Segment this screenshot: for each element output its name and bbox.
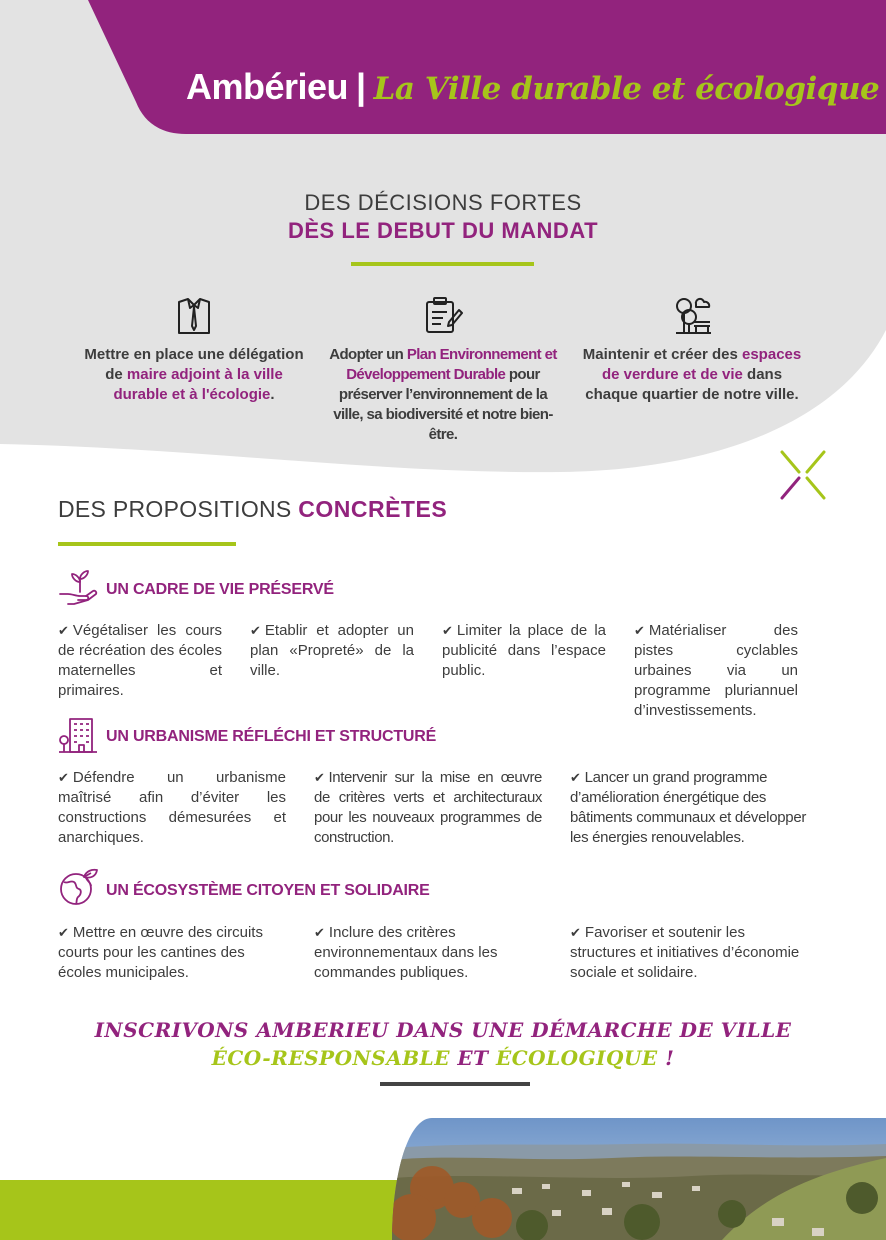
check-icon: ✔ [250,623,261,638]
list-item: ✔ Mettre en œuvre des circuits courts pour les cantines des écoles municipales. [58,924,263,981]
decision-highlight-2: Plan Environnement et Développement Durable [346,346,557,383]
check-icon: ✔ [58,925,69,940]
check-icon: ✔ [58,770,69,785]
section-heading-urbanisme: UN URBANISME RÉFLÉCHI ET STRUCTURÉ [106,728,437,745]
section-heading-cadre: UN CADRE DE VIE PRÉSERVÉ [106,581,334,598]
globe-leaf-icon [58,868,98,908]
check-icon: ✔ [570,770,581,785]
list-item: ✔ Lancer un grand programme d’amélioration énergétique des bâtiments communaux et développer les énergies renouvelables. [570,769,807,846]
list-item: ✔ Inclure des critères environnementaux dans les commandes publiques. [314,924,498,981]
park-trees-icon [672,296,712,336]
hand-plant-icon [58,568,98,608]
bottom-green-shape [0,1180,440,1240]
check-icon: ✔ [634,623,645,638]
closing-line-1: INSCRIVONS AMBERIEU DANS UNE DÉMARCHE DE VILLE [94,1018,792,1042]
title-separator: | [356,66,366,107]
list-item: ✔ Intervenir sur la mise en œuvre de critères verts et architecturaux pour les nouveaux programmes de construction. [314,769,542,846]
cross-decoration [778,450,828,500]
list-item: ✔ Favoriser et soutenir les structures et initiatives d’économie sociale et solidaire. [570,924,800,981]
section-heading-ecosysteme: UN ÉCOSYSTÈME CITOYEN ET SOLIDAIRE [106,882,430,899]
decision-text-1: Mettre en place une délégation de maire adjoint à la ville durable et à l'écologie. [84,346,304,403]
closing-line-2: ÉCO-RESPONSABLE ET ÉCOLOGIQUE ! [211,1046,675,1070]
check-icon: ✔ [570,925,581,940]
header-title [186,66,879,108]
decision-text-3: Maintenir et créer des espaces de verdure et de vie dans chaque quartier de notre ville. [582,346,802,403]
propositions-underline [58,542,236,546]
clipboard-plan-icon [423,296,463,336]
list-item: ✔ Défendre un urbanisme maîtrisé afin d’éviter les constructions démesurées et anarchiques. [58,769,286,846]
list-item: ✔ Limiter la place de la publicité dans l’espace public. [442,622,606,679]
building-tree-icon [58,715,98,755]
propositions-title: DES PROPOSITIONS CONCRÈTES [58,496,448,522]
check-icon: ✔ [442,623,453,638]
decisions-title: DES DÉCISIONS FORTES [304,190,582,215]
header-slogan: La Ville durable et écologique [373,71,880,107]
city-name: Ambérieu [186,66,349,107]
check-icon: ✔ [314,925,325,940]
decisions-underline [351,262,534,266]
check-icon: ✔ [58,623,69,638]
list-item: ✔ Végétaliser les cours de récréation des écoles maternelles et primaires. [58,622,222,699]
closing-underline [380,1082,530,1086]
shirt-tie-icon [174,296,214,336]
decisions-subtitle: DÈS LE DEBUT DU MANDAT [287,218,599,243]
list-item: ✔ Matérialiser des pistes cyclables urbaines via un programme pluriannuel d’investissements. [634,622,798,719]
decision-highlight-3: espaces de verdure et de vie [601,346,802,383]
check-icon: ✔ [314,770,325,785]
list-item: ✔ Etablir et adopter un plan «Propreté» de la ville. [250,622,414,679]
decision-highlight-1: maire adjoint à la ville durable et à l'écologie [113,366,283,403]
landscape-photo [392,1118,886,1240]
decision-text-2: Adopter un Plan Environnement et Développement Durable pour préserver l’environnement de la ville, sa biodiversité et notre bien-être. [329,346,557,443]
